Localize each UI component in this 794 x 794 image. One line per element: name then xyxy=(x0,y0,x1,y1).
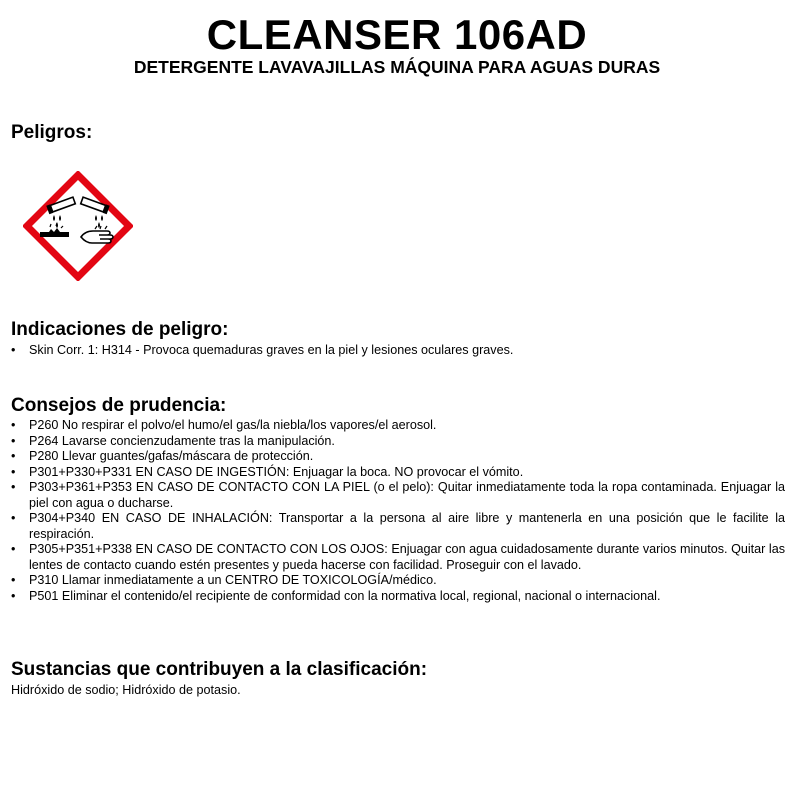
precautionary-statement-item: • P310 Llamar inmediatamente a un CENTRO DE TOXICOLOGÍA/médico. xyxy=(11,573,785,589)
product-title: CLEANSER 106AD xyxy=(206,11,588,58)
contributing-substances-text: Hidróxido de sodio; Hidróxido de potasio. xyxy=(11,683,241,697)
hazard-statements-heading: Indicaciones de peligro: xyxy=(11,319,229,340)
precautionary-statement-item: • P264 Lavarse concienzudamente tras la manipulación. xyxy=(11,434,785,450)
product-description: DETERGENTE LAVAVAJILLAS MÁQUINA PARA AGUAS DURAS xyxy=(133,57,661,77)
precautionary-statement-item: • P280 Llevar guantes/gafas/máscara de protección. xyxy=(11,449,785,465)
hazard-statement-item: • Skin Corr. 1: H314 - Provoca quemaduras graves en la piel y lesiones oculares graves. xyxy=(11,343,785,359)
precautionary-statements-heading: Consejos de prudencia: xyxy=(11,395,227,416)
precautionary-statement-item: • P303+P361+P353 EN CASO DE CONTACTO CON LA PIEL (o el pelo): Quitar inmediatamente toda la ropa contaminada. Enjuagar la piel con agua o ducharse. xyxy=(11,480,785,511)
ghs05-corrosion-icon xyxy=(23,171,133,281)
precautionary-statement-item: • P501 Eliminar el contenido/el recipiente de conformidad con la normativa local, regional, nacional o internacional. xyxy=(11,589,785,605)
hazard-statements-list xyxy=(11,343,785,359)
precautionary-statement-item: • P301+P330+P331 EN CASO DE INGESTIÓN: Enjuagar la boca. NO provocar el vómito. xyxy=(11,465,785,481)
precautionary-statement-item: • P304+P340 EN CASO DE INHALACIÓN: Transportar a la persona al aire libre y mantenerla en una posición que le facilite la respiración. xyxy=(11,511,785,542)
precautionary-statement-item: • P305+P351+P338 EN CASO DE CONTACTO CON LOS OJOS: Enjuagar con agua cuidadosamente durante varios minutos. Quitar las lentes de contacto cuando estén presentes y pueda hacerse con facilidad. Proseguir con el lavado. xyxy=(11,542,785,573)
contributing-substances-heading: Sustancias que contribuyen a la clasificación: xyxy=(11,659,428,680)
precautionary-statements-list xyxy=(11,418,785,604)
hazards-heading: Peligros: xyxy=(11,122,93,143)
precautionary-statement-item: • P260 No respirar el polvo/el humo/el gas/la niebla/los vapores/el aerosol. xyxy=(11,418,785,434)
